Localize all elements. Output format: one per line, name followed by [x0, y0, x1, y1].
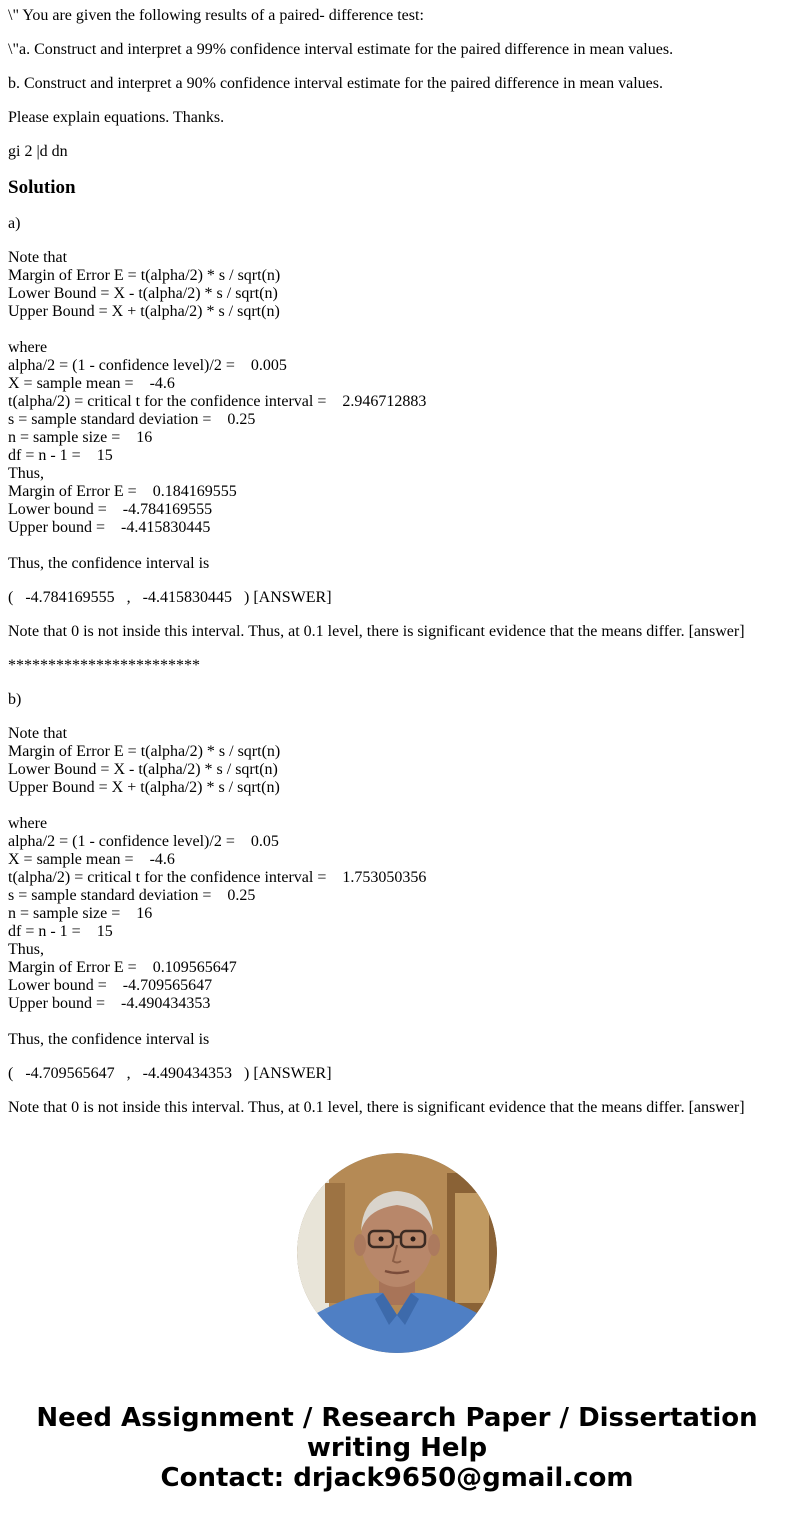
part-b-confidence-interval: ( -4.709565647 , -4.490434353 ) [ANSWER] — [8, 1065, 332, 1082]
text-line: Margin of Error E = t(alpha/2) * s / sqrt(n) — [8, 743, 281, 760]
text-line: n = sample size = 16 — [8, 429, 153, 446]
text-line: X = sample mean = -4.6 — [8, 375, 175, 392]
blank-line — [8, 321, 788, 339]
text-line: Thus, — [8, 941, 44, 958]
text-line: Margin of Error E = 0.184169555 — [8, 483, 237, 500]
part-a-interpretation: Note that 0 is not inside this interval. Thus, at 0.1 level, there is significant evidence that the means differ. [answer] — [8, 623, 745, 640]
text-line: Lower Bound = X - t(alpha/2) * s / sqrt(n) — [8, 761, 278, 778]
text-line: Upper Bound = X + t(alpha/2) * s / sqrt(n) — [8, 303, 280, 320]
part-b-values — [8, 815, 788, 1013]
text-line: s = sample standard deviation = 0.25 — [8, 411, 256, 428]
part-b-label: b) — [8, 691, 22, 708]
part-a-confidence-interval: ( -4.784169555 , -4.415830445 ) [ANSWER] — [8, 589, 332, 606]
blank-line — [8, 1013, 788, 1031]
separator: ************************ — [8, 657, 200, 674]
promo-banner — [0, 1403, 794, 1493]
question-garbled-text: gi 2 |d dn — [8, 143, 68, 160]
blank-line — [8, 797, 788, 815]
text-line: t(alpha/2) = critical t for the confidence interval = 1.753050356 — [8, 869, 427, 886]
question-intro: \" You are given the following results of a paired- difference test: — [8, 7, 424, 24]
text-line: Note that — [8, 249, 68, 266]
text-line: Lower bound = -4.784169555 — [8, 501, 213, 518]
text-line: df = n - 1 = 15 — [8, 923, 113, 940]
text-line: alpha/2 = (1 - confidence level)/2 = 0.005 — [8, 357, 287, 374]
part-a-values — [8, 339, 788, 537]
part-a-formulas — [8, 249, 788, 321]
solution-heading: Solution — [8, 177, 76, 198]
text-line: where — [8, 815, 48, 832]
text-line: s = sample standard deviation = 0.25 — [8, 887, 256, 904]
part-b-ci-intro: Thus, the confidence interval is — [8, 1031, 210, 1048]
text-line: Margin of Error E = 0.109565647 — [8, 959, 237, 976]
text-line: alpha/2 = (1 - confidence level)/2 = 0.05 — [8, 833, 279, 850]
part-a-section — [8, 215, 788, 641]
question-request: Please explain equations. Thanks. — [8, 109, 225, 126]
promo-line-1: Need Assignment / Research Paper / Dissertation — [36, 1403, 758, 1433]
text-line: n = sample size = 16 — [8, 905, 153, 922]
text-line: where — [8, 339, 48, 356]
part-b-interpretation: Note that 0 is not inside this interval. Thus, at 0.1 level, there is significant evidence that the means differ. [answer] — [8, 1099, 745, 1116]
part-a-ci-intro: Thus, the confidence interval is — [8, 555, 210, 572]
part-b-section — [8, 691, 788, 1117]
text-line: X = sample mean = -4.6 — [8, 851, 175, 868]
author-avatar — [297, 1153, 497, 1353]
part-a-label: a) — [8, 215, 21, 232]
blank-line — [8, 537, 788, 555]
part-b-formulas — [8, 725, 788, 797]
text-line: Margin of Error E = t(alpha/2) * s / sqrt(n) — [8, 267, 281, 284]
text-line: Upper bound = -4.415830445 — [8, 519, 211, 536]
promo-line-2: writing Help — [306, 1433, 488, 1463]
text-line: Lower Bound = X - t(alpha/2) * s / sqrt(n) — [8, 285, 278, 302]
text-line: Upper bound = -4.490434353 — [8, 995, 211, 1012]
text-line: t(alpha/2) = critical t for the confidence interval = 2.946712883 — [8, 393, 427, 410]
text-line: Upper Bound = X + t(alpha/2) * s / sqrt(n) — [8, 779, 280, 796]
text-line: Thus, — [8, 465, 44, 482]
document-body — [8, 7, 788, 1124]
portrait-image — [297, 1153, 497, 1353]
text-line: df = n - 1 = 15 — [8, 447, 113, 464]
text-line: Lower bound = -4.709565647 — [8, 977, 213, 994]
promo-contact: Contact: drjack9650@gmail.com — [160, 1463, 634, 1493]
text-line: Note that — [8, 725, 68, 742]
question-part-b: b. Construct and interpret a 90% confidence interval estimate for the paired difference in mean values. — [8, 75, 663, 92]
question-part-a: \"a. Construct and interpret a 99% confidence interval estimate for the paired difference in mean values. — [8, 41, 674, 58]
